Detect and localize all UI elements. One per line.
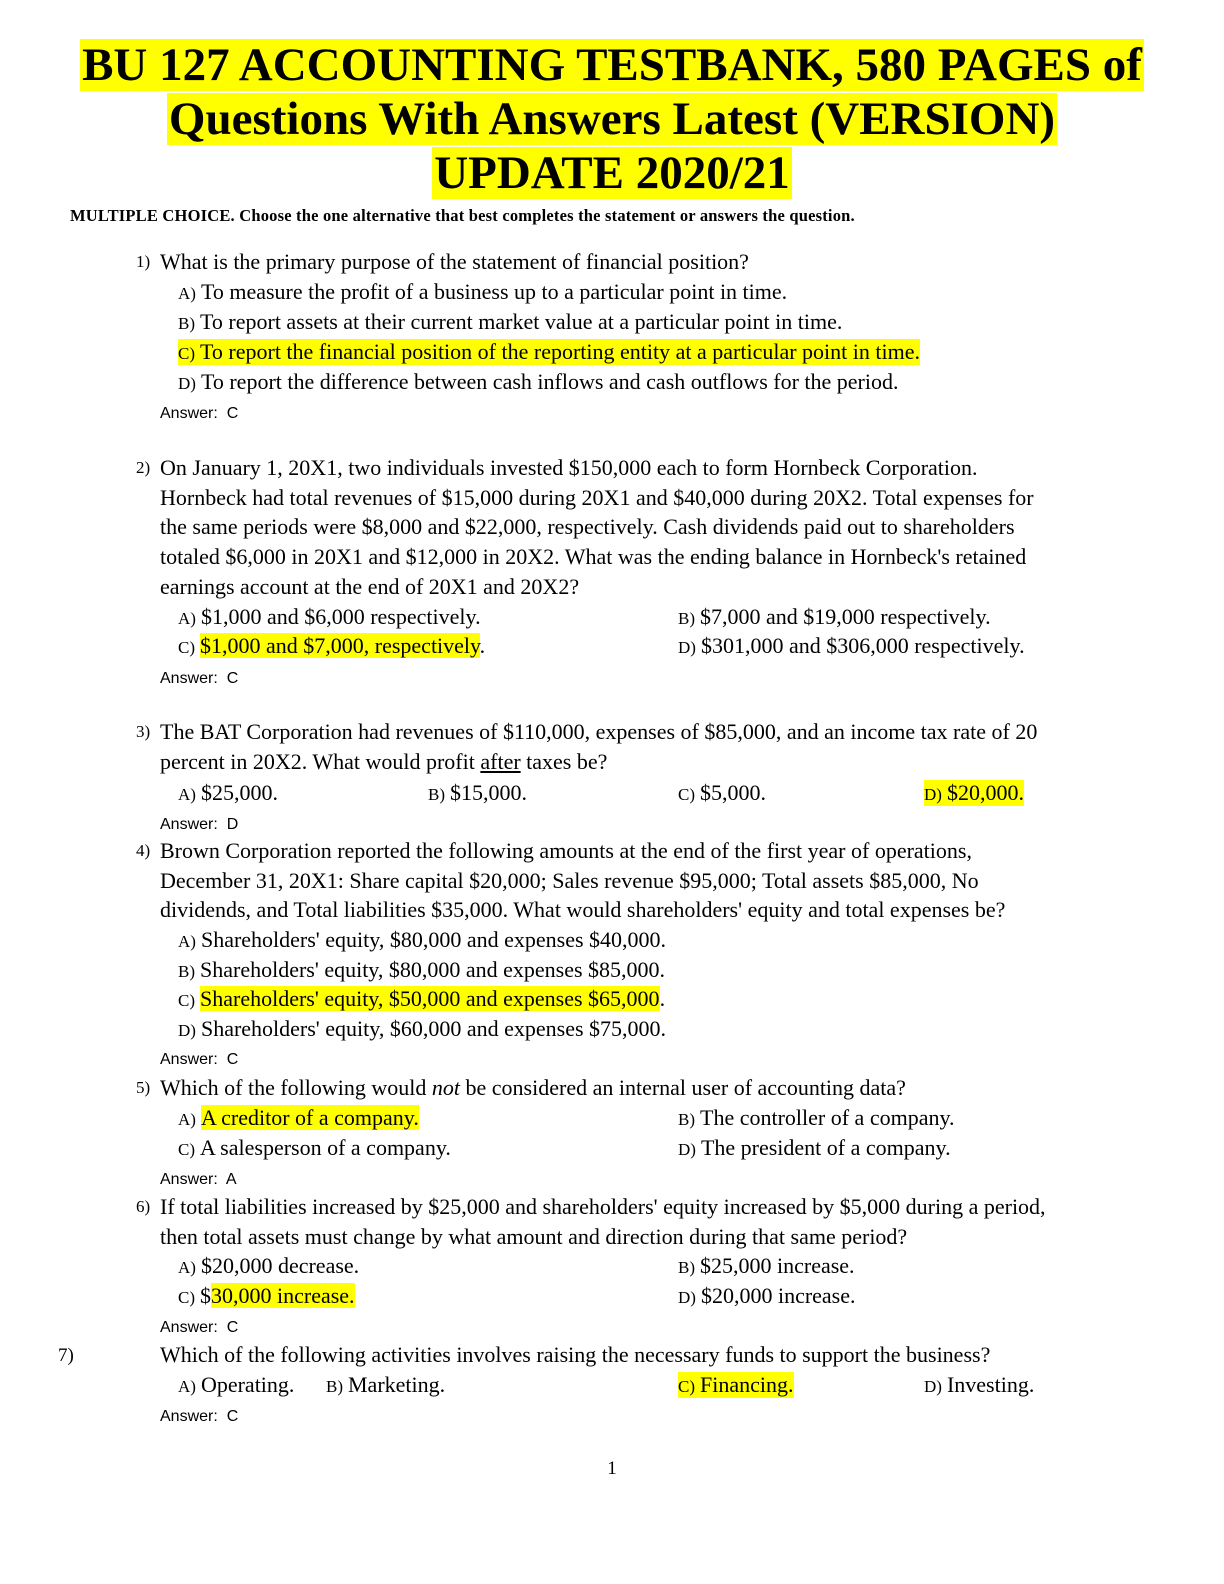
answer-line: Answer: A: [160, 1171, 237, 1188]
option-b: B) $15,000.: [428, 780, 527, 805]
option-a: A) Shareholders' equity, $80,000 and expenses $40,000.: [178, 927, 667, 952]
option-c-correct: C) To report the financial position of the reporting entity at a particular point in time.: [178, 339, 920, 364]
title-line-2: Questions With Answers Latest (VERSION): [168, 93, 1056, 145]
option-b: B) To report assets at their current market value at a particular point in time.: [178, 309, 843, 334]
option-d: D) $20,000 increase.: [678, 1283, 856, 1308]
question-text-line: Hornbeck had total revenues of $15,000 during 20X1 and $40,000 during 20X2. Total expenses for: [160, 485, 1034, 510]
option-c-correct: C) $30,000 increase.: [178, 1283, 355, 1308]
title-line-3: UPDATE 2020/21: [434, 147, 790, 199]
option-d: D) $301,000 and $306,000 respectively.: [678, 633, 1025, 658]
question-number: 1): [136, 252, 151, 271]
title-line-1: BU 127 ACCOUNTING TESTBANK, 580 PAGES of: [82, 39, 1142, 91]
option-d: D) Shareholders' equity, $60,000 and expenses $75,000.: [178, 1016, 667, 1041]
answer-line: Answer: C: [160, 1408, 239, 1425]
question-text-line: If total liabilities increased by $25,000 and shareholders' equity increased by $5,000 during a period,: [160, 1194, 1046, 1219]
option-c-correct: C) $1,000 and $7,000, respectively.: [178, 633, 486, 658]
answer-line: Answer: C: [160, 670, 239, 687]
answer-line: Answer: C: [160, 1051, 239, 1068]
option-b: B) $7,000 and $19,000 respectively.: [678, 604, 991, 629]
question-number: 4): [136, 841, 151, 860]
question-text: What is the primary purpose of the statement of financial position?: [160, 249, 749, 274]
question-text-line: dividends, and Total liabilities $35,000. What would shareholders' equity and total expenses be?: [160, 897, 1006, 922]
answer-line: Answer: D: [160, 816, 239, 833]
instructions: MULTIPLE CHOICE. Choose the one alternative that best completes the statement or answers the question.: [70, 206, 855, 225]
option-a: A) To measure the profit of a business up to a particular point in time.: [178, 279, 788, 304]
option-b: B) Marketing.: [326, 1372, 446, 1397]
option-a: A) $25,000.: [178, 780, 278, 805]
option-a: A) $20,000 decrease.: [178, 1253, 360, 1278]
option-a-correct: A) A creditor of a company.: [178, 1105, 419, 1130]
question-text: Which of the following would not be considered an internal user of accounting data?: [160, 1075, 906, 1100]
option-c-correct: C) Financing.: [678, 1372, 794, 1397]
option-b: B) The controller of a company.: [678, 1105, 955, 1130]
option-a: A) $1,000 and $6,000 respectively.: [178, 604, 481, 629]
question-text-line: December 31, 20X1: Share capital $20,000; Sales revenue $95,000; Total assets $85,000, No: [160, 868, 979, 893]
option-c: C) $5,000.: [678, 780, 766, 805]
question-text-line: Brown Corporation reported the following amounts at the end of the first year of operations,: [160, 838, 972, 863]
question-text: Which of the following activities involves raising the necessary funds to support the business?: [160, 1342, 991, 1367]
question-number: 6): [136, 1197, 151, 1216]
question-text-line: On January 1, 20X1, two individuals invested $150,000 each to form Hornbeck Corporation.: [160, 455, 978, 480]
option-b: B) Shareholders' equity, $80,000 and expenses $85,000.: [178, 957, 666, 982]
option-c-correct: C) Shareholders' equity, $50,000 and expenses $65,000.: [178, 986, 666, 1011]
option-d-correct: D) $20,000.: [924, 780, 1024, 805]
option-c: C) A salesperson of a company.: [178, 1135, 451, 1160]
question-text-line: the same periods were $8,000 and $22,000, respectively. Cash dividends paid out to shareholders: [160, 514, 1015, 539]
question-number: 5): [136, 1078, 151, 1097]
answer-line: Answer: C: [160, 405, 239, 422]
question-text-line: then total assets must change by what amount and direction during that same period?: [160, 1224, 908, 1249]
option-a: A) Operating.: [178, 1372, 295, 1397]
question-text-line: earnings account at the end of 20X1 and 20X2?: [160, 574, 580, 599]
option-d: D) Investing.: [924, 1372, 1035, 1397]
question-number: 7): [58, 1345, 74, 1366]
option-b: B) $25,000 increase.: [678, 1253, 855, 1278]
question-text-line: percent in 20X2. What would profit after taxes be?: [160, 749, 608, 774]
option-d: D) The president of a company.: [678, 1135, 951, 1160]
question-number: 3): [136, 722, 151, 741]
question-text-line: totaled $6,000 in 20X1 and $12,000 in 20X2. What was the ending balance in Hornbeck's retained: [160, 544, 1027, 569]
page-number: 1: [607, 1458, 617, 1479]
question-text-line: The BAT Corporation had revenues of $110,000, expenses of $85,000, and an income tax rate of 20: [160, 719, 1038, 744]
answer-line: Answer: C: [160, 1319, 239, 1336]
question-number: 2): [136, 458, 151, 477]
option-d: D) To report the difference between cash inflows and cash outflows for the period.: [178, 369, 899, 394]
